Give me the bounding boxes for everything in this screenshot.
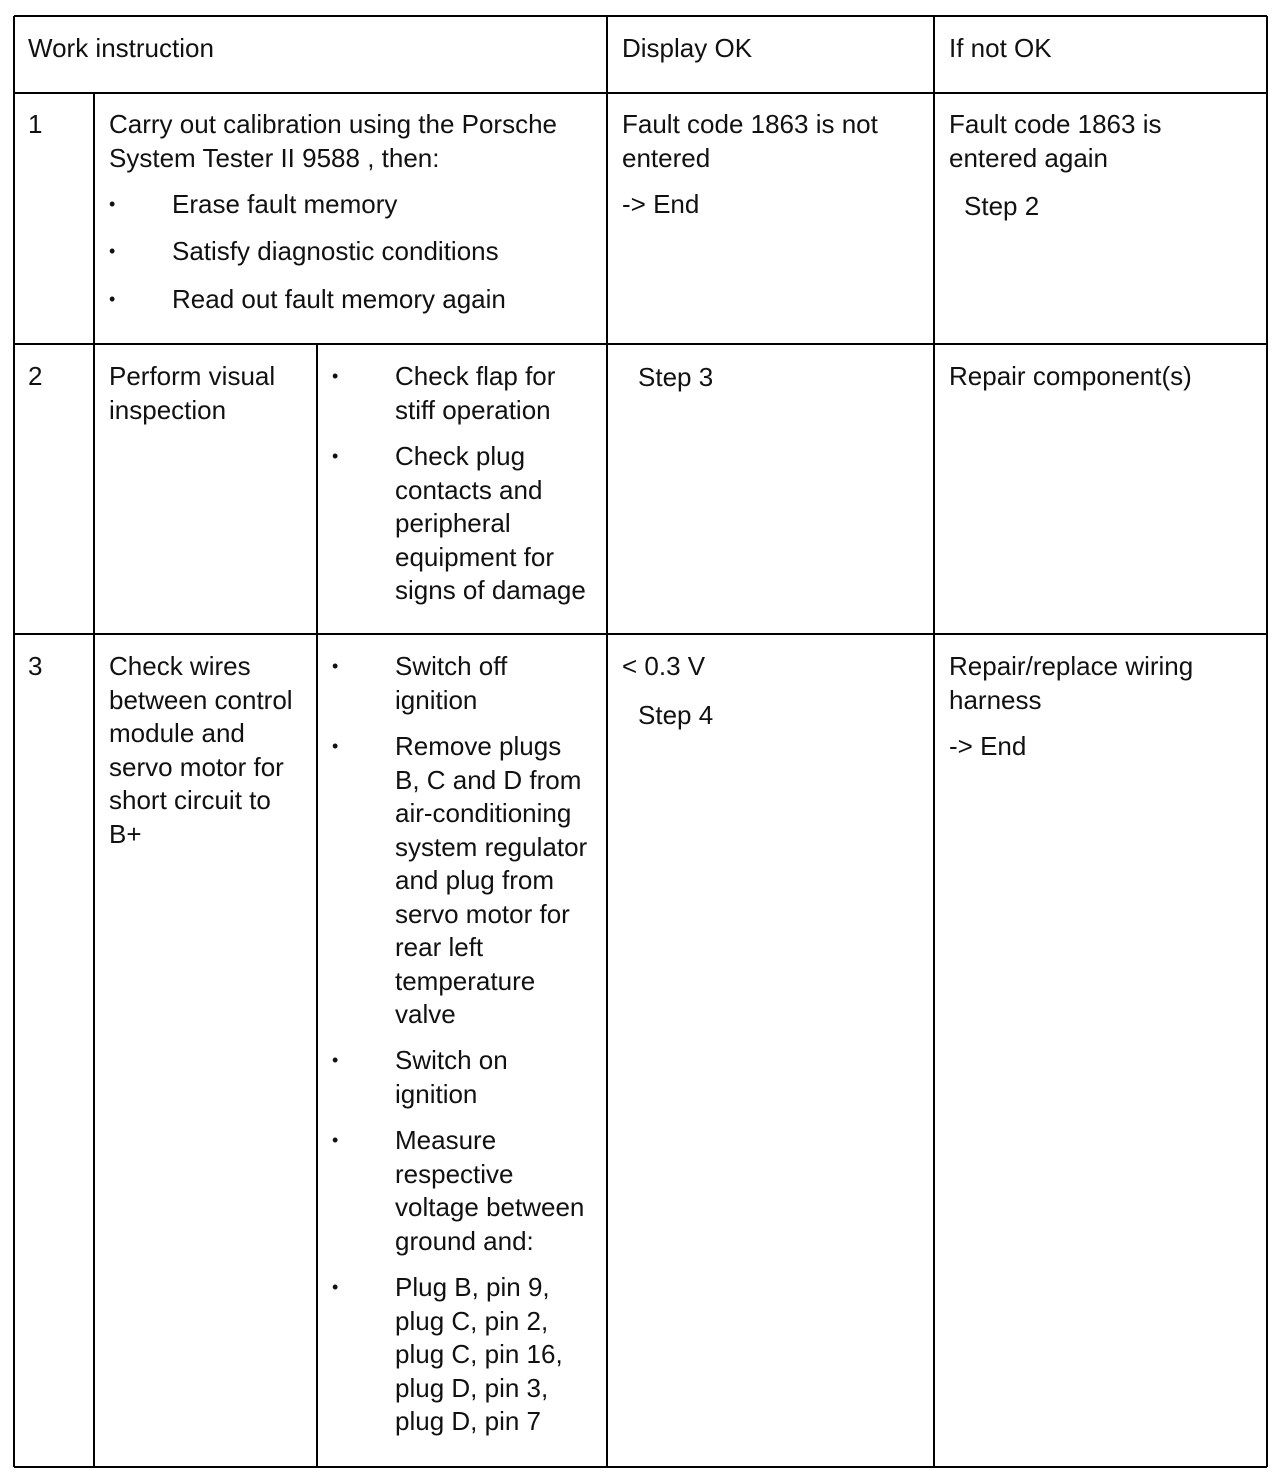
text-line: Plug B, pin 9, bbox=[395, 1272, 550, 1302]
text-line: signs of damage bbox=[395, 575, 586, 605]
bullet-icon: • bbox=[109, 194, 116, 214]
row-3-instruction bbox=[109, 650, 293, 851]
text-line: respective bbox=[395, 1158, 514, 1189]
text-line: Repair/replace wiring bbox=[949, 651, 1194, 681]
row-2-if-not-ok: Repair component(s) bbox=[949, 361, 1192, 391]
text-line: servo motor for bbox=[395, 898, 570, 929]
text-line: entered bbox=[622, 142, 711, 173]
row-3-display-ok-value: < 0.3 V bbox=[622, 651, 706, 681]
text-line: B, C and D from bbox=[395, 764, 582, 795]
row-3-bullet-1 bbox=[395, 650, 507, 717]
row-1-bullet-2: Satisfy diagnostic conditions bbox=[172, 236, 499, 266]
text-line: plug D, pin 7 bbox=[395, 1406, 541, 1436]
bullet-icon: • bbox=[332, 656, 339, 676]
text-line: System Tester II 9588 , then: bbox=[109, 142, 440, 173]
row-3-bullet-4 bbox=[395, 1124, 584, 1258]
text-line: entered again bbox=[949, 142, 1109, 173]
text-line: short circuit to bbox=[109, 785, 271, 815]
text-line: between control bbox=[109, 684, 293, 715]
row-3-if-not-ok bbox=[949, 650, 1193, 764]
text-line: inspection bbox=[109, 394, 227, 425]
row-1-instruction bbox=[109, 108, 557, 175]
bullet-icon: • bbox=[332, 1050, 339, 1070]
text-line: module and bbox=[109, 718, 245, 748]
text-line: harness bbox=[949, 684, 1042, 715]
text-line: contacts and bbox=[395, 474, 543, 505]
text-line: servo motor for bbox=[109, 751, 284, 782]
text-line: Perform visual bbox=[109, 361, 276, 391]
text-line: Remove plugs bbox=[395, 731, 562, 761]
text-line: equipment for bbox=[395, 541, 554, 572]
bullet-icon: • bbox=[332, 366, 339, 386]
bullet-icon: • bbox=[332, 446, 339, 466]
text-line: temperature bbox=[395, 965, 536, 996]
text-line: Fault code 1863 is bbox=[949, 109, 1162, 139]
text-line: ground and: bbox=[395, 1225, 534, 1256]
row-2-number: 2 bbox=[28, 361, 43, 391]
header-if-not-ok: If not OK bbox=[949, 33, 1052, 63]
text-line: peripheral bbox=[395, 508, 511, 538]
text-line: plug D, pin 3, bbox=[395, 1372, 549, 1403]
text-line: plug C, pin 2, bbox=[395, 1305, 549, 1336]
row-3-bullet-2 bbox=[395, 730, 587, 1032]
row-3-bullet-5 bbox=[395, 1271, 563, 1439]
text-line: Switch on bbox=[395, 1045, 508, 1075]
header-work-instruction: Work instruction bbox=[28, 33, 214, 63]
text-line: valve bbox=[395, 999, 456, 1029]
text-line: Switch off bbox=[395, 651, 508, 681]
row-2-instruction bbox=[109, 360, 275, 427]
row-1-bullet-1: Erase fault memory bbox=[172, 189, 398, 219]
row-3-display-ok-next-step: Step 4 bbox=[638, 700, 714, 730]
row-3-bullet-3 bbox=[395, 1044, 508, 1111]
bullet-icon: • bbox=[332, 1277, 339, 1297]
row-2-display-ok: Step 3 bbox=[638, 362, 714, 392]
text-line: voltage between bbox=[395, 1192, 585, 1222]
row-3-number: 3 bbox=[28, 651, 43, 681]
header-display-ok: Display OK bbox=[622, 33, 753, 63]
text-line: and plug from bbox=[395, 865, 554, 895]
text-line: rear left bbox=[395, 932, 484, 962]
text-line: B+ bbox=[109, 818, 142, 849]
text-line: Check wires bbox=[109, 651, 251, 681]
text-line: air-conditioning bbox=[395, 798, 572, 828]
text-line: Check plug bbox=[395, 441, 526, 471]
row-2-bullet-1 bbox=[395, 360, 555, 427]
bullet-icon: • bbox=[109, 289, 116, 309]
bullet-icon: • bbox=[332, 736, 339, 756]
row-1-bullet-3: Read out fault memory again bbox=[172, 284, 506, 314]
text-line: plug C, pin 16, bbox=[395, 1339, 563, 1369]
text-line: stiff operation bbox=[395, 394, 551, 425]
text-line: ignition bbox=[395, 1078, 478, 1109]
row-1-not-ok-next-step: Step 2 bbox=[964, 191, 1040, 221]
ok-next-step: -> End bbox=[622, 189, 700, 219]
row-1-if-not-ok bbox=[949, 108, 1161, 175]
text-line: ignition bbox=[395, 684, 478, 715]
text-line: Fault code 1863 is not bbox=[622, 109, 878, 139]
row-1-display-ok bbox=[622, 108, 878, 222]
text-line: Check flap for bbox=[395, 361, 556, 391]
row-1-number: 1 bbox=[28, 109, 43, 139]
not-ok-next-step: -> End bbox=[949, 731, 1027, 761]
row-2-bullet-2 bbox=[395, 440, 586, 608]
bullet-icon: • bbox=[332, 1130, 339, 1150]
bullet-icon: • bbox=[109, 241, 116, 261]
text-line: Carry out calibration using the Porsche bbox=[109, 109, 558, 139]
text-line: system regulator bbox=[395, 831, 588, 862]
text-line: Measure bbox=[395, 1125, 497, 1155]
